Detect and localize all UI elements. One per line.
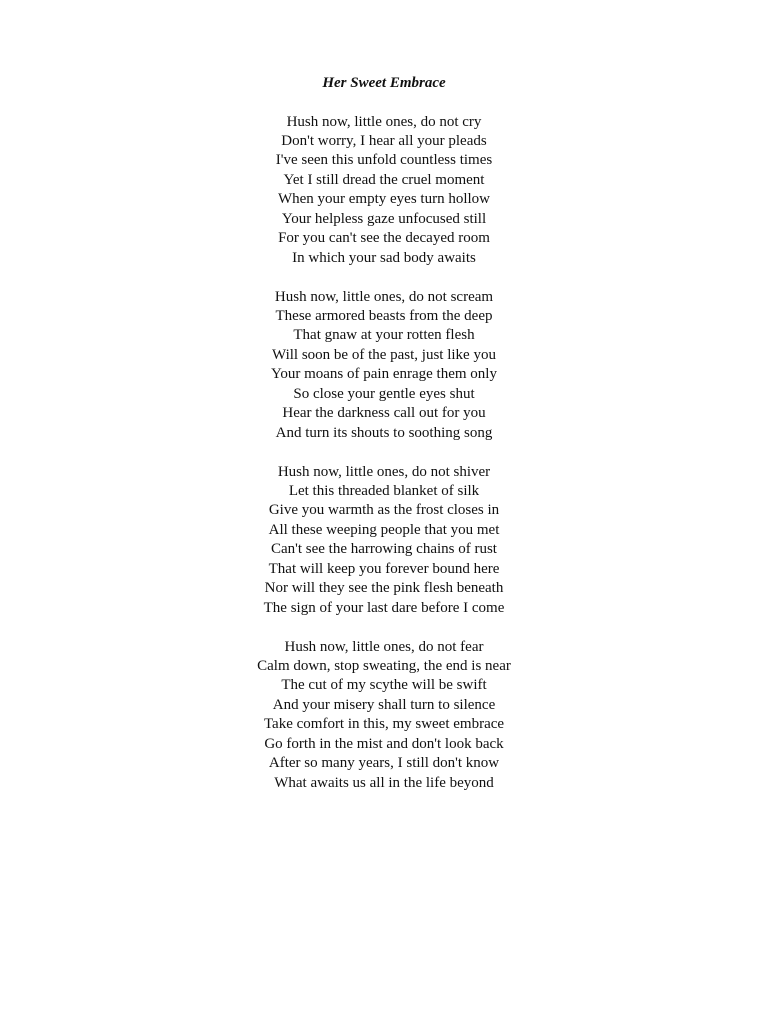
stanza-1 xyxy=(0,113,768,269)
poem-line: Don't worry, I hear all your pleads xyxy=(281,132,487,149)
poem-line: I've seen this unfold countless times xyxy=(275,152,493,169)
poem-line: Give you warmth as the frost closes in xyxy=(268,502,500,519)
stanza-3 xyxy=(0,463,768,619)
poem-line: What awaits us all in the life beyond xyxy=(274,774,494,791)
poem-line: Yet I still dread the cruel moment xyxy=(283,171,485,188)
poem-line: Hush now, little ones, do not fear xyxy=(284,638,484,655)
poem-line: So close your gentle eyes shut xyxy=(293,385,475,402)
poem-line: And turn its shouts to soothing song xyxy=(275,424,493,441)
poem-line: After so many years, I still don't know xyxy=(268,755,500,772)
poem-line: That gnaw at your rotten flesh xyxy=(293,327,475,344)
poem-line: Hush now, little ones, do not scream xyxy=(274,288,494,305)
poem xyxy=(0,74,768,813)
poem-line: Your helpless gaze unfocused still xyxy=(281,210,487,227)
poem-line: Will soon be of the past, just like you xyxy=(272,346,496,363)
poem-line: These armored beasts from the deep xyxy=(275,307,493,324)
poem-line: Hush now, little ones, do not cry xyxy=(286,113,482,130)
poem-title: Her Sweet Embrace xyxy=(322,75,446,91)
poem-line: For you can't see the decayed room xyxy=(278,230,490,247)
stanza-4 xyxy=(0,638,768,794)
poem-line: In which your sad body awaits xyxy=(292,249,476,266)
poem-line: Take comfort in this, my sweet embrace xyxy=(263,716,505,733)
poem-line: Hush now, little ones, do not shiver xyxy=(277,463,491,480)
poem-line: That will keep you forever bound here xyxy=(268,560,500,577)
poem-line: The sign of your last dare before I come xyxy=(263,599,505,616)
poem-line: When your empty eyes turn hollow xyxy=(277,191,491,208)
poem-line: All these weeping people that you met xyxy=(268,521,500,538)
poem-line: Nor will they see the pink flesh beneath xyxy=(264,580,504,597)
stanza-2 xyxy=(0,288,768,444)
poem-line: Hear the darkness call out for you xyxy=(282,405,486,422)
poem-line: Your moans of pain enrage them only xyxy=(271,366,497,383)
poem-line: Can't see the harrowing chains of rust xyxy=(271,541,497,558)
poem-line: Let this threaded blanket of silk xyxy=(288,482,480,499)
poem-line: Calm down, stop sweating, the end is near xyxy=(257,658,511,674)
poem-line: And your misery shall turn to silence xyxy=(272,696,496,713)
poem-line: Go forth in the mist and don't look back xyxy=(264,735,504,752)
poem-line: The cut of my scythe will be swift xyxy=(281,677,487,694)
